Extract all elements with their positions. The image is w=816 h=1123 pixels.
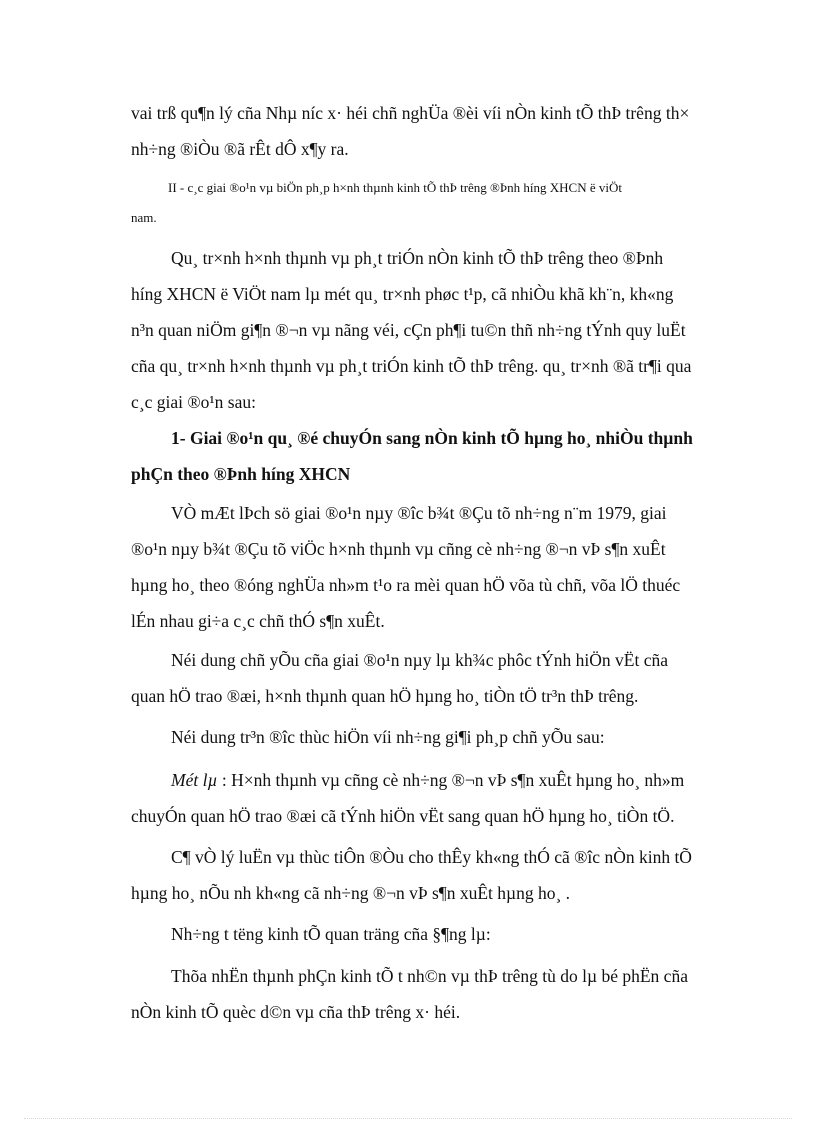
paragraph [131, 531, 743, 639]
text-line: vai trß qu¶n lý cña Nhµ níc x· héi chñ nghÜa ®èi víi nÒn kinh tÕ thÞ trêng th× [131, 103, 690, 123]
paragraph [131, 678, 743, 714]
text-line: c¸c giai ®o¹n sau: [131, 392, 256, 412]
text-line: lÉn nhau gi÷a c¸c chñ thÓ s¶n xuÊt. [131, 611, 385, 631]
italic-lead: Mét lµ [171, 770, 218, 790]
text-line: hµng ho¸ nÕu nh kh«ng cã nh÷ng ®¬n vÞ s¶n xuÊt hµng ho¸ . [131, 883, 571, 903]
text-line: hµng ho¸ theo ®óng nghÜa nh»m t¹o ra mèi quan hÖ võa tù chñ, võa lÖ thuéc [131, 575, 681, 595]
text-line: 1- Giai ®o¹n qu¸ ®é chuyÓn sang nÒn kinh tÕ hµng ho¸ nhiÒu thµnh [171, 428, 693, 448]
paragraph [131, 839, 743, 875]
text-line: híng XHCN ë ViÖt nam lµ mét qu¸ tr×nh phøc t¹p, cã nhiÒu khã kh¨n, kh«ng [131, 284, 674, 304]
text-line: chuyÓn quan hÖ trao ®æi cã tÝnh hiÖn vËt sang quan hÖ hµng ho¸ tiÒn tÖ. [131, 806, 675, 826]
paragraph [131, 95, 743, 167]
text-line: nh÷ng ®iÒu ®ã rÊt dÔ x¶y ra. [131, 139, 349, 159]
text-line [131, 762, 743, 798]
text-line: Qu¸ tr×nh h×nh thµnh vµ ph¸t triÓn nÒn kinh tÕ thÞ trêng theo ®Þnh [171, 248, 664, 268]
paragraph [131, 642, 743, 678]
paragraph [131, 495, 743, 531]
paragraph [131, 762, 743, 798]
section-heading [168, 173, 743, 203]
text-line: ®o¹n nµy b¾t ®Çu tõ viÖc h×nh thµnh vµ cñng cè nh÷ng ®¬n vÞ s¶n xuÊt [131, 539, 666, 559]
text-line: quan hÖ trao ®æi, h×nh thµnh quan hÖ hµng ho¸ tiÒn tÖ tr³n thÞ trêng. [131, 686, 639, 706]
text-line: nam. [131, 210, 157, 225]
paragraph [131, 994, 743, 1030]
paragraph [131, 916, 743, 952]
subsection-heading [131, 420, 743, 456]
text-line: cña qu¸ tr×nh h×nh thµnh vµ ph¸t triÓn kinh tÕ thÞ trêng. qu¸ tr×nh ®ã tr¶i qua [131, 356, 692, 376]
text-line: phÇn theo ®Þnh híng XHCN [131, 464, 351, 484]
text-line: II - c¸c giai ®o¹n vµ biÖn ph¸p h×nh thµnh kinh tÕ thÞ trêng ®Þnh híng XHCN ë viÖt [168, 180, 622, 195]
paragraph [131, 958, 743, 994]
subsection-heading-continued [131, 456, 743, 492]
paragraph [131, 875, 743, 911]
text-run: : H×nh thµnh vµ cñng cè nh÷ng ®¬n vÞ s¶n xuÊt hµng ho¸ nh»m [217, 770, 685, 790]
paragraph [131, 719, 743, 755]
text-line: Néi dung chñ yÕu cña giai ®o¹n nµy lµ kh¾c phôc tÝnh hiÖn vËt cña [171, 650, 669, 670]
text-line: nÒn kinh tÕ quèc d©n vµ cña thÞ trêng x· héi. [131, 1002, 461, 1022]
text-line: VÒ mÆt lÞch sö giai ®o¹n nµy ®îc b¾t ®Çu tõ nh÷ng n¨m 1979, giai [171, 503, 667, 523]
text-line: Néi dung tr³n ®îc thùc hiÖn víi nh÷ng gi¶i ph¸p chñ yÕu sau: [171, 727, 605, 747]
paragraph [131, 276, 743, 420]
page-bottom-divider [24, 1118, 792, 1119]
text-line: C¶ vÒ lý luËn vµ thùc tiÔn ®Òu cho thÊy kh«ng thÓ cã ®îc nÒn kinh tÕ [171, 847, 692, 867]
text-line: n³n quan niÖm gi¶n ®¬n vµ nãng véi, cÇn ph¶i tu©n thñ nh÷ng tÝnh quy luËt [131, 320, 686, 340]
text-line: Nh÷ng t tëng kinh tÕ quan träng cña §¶ng lµ: [171, 924, 491, 944]
text-line: Thõa nhËn thµnh phÇn kinh tÕ t nh©n vµ thÞ trêng tù do lµ bé phËn cña [171, 966, 688, 986]
paragraph [131, 240, 743, 276]
section-heading-continued [131, 203, 743, 233]
paragraph [131, 798, 743, 834]
